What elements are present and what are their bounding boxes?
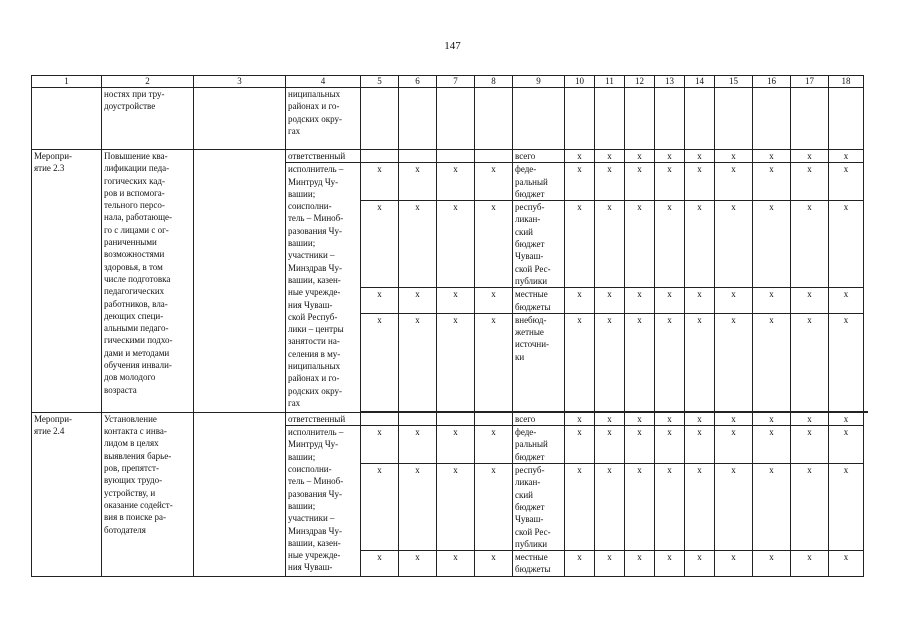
x-mark: x (625, 412, 655, 425)
table-row (32, 412, 868, 425)
x-mark: x (437, 551, 475, 577)
cell-empty (361, 88, 399, 150)
x-mark: x (361, 551, 399, 577)
cell-empty (864, 411, 868, 412)
x-mark: x (595, 426, 625, 464)
table-row (32, 150, 868, 163)
column-number: 11 (595, 76, 625, 88)
column-number: 13 (655, 76, 685, 88)
x-mark: x (829, 412, 864, 425)
x-mark: x (565, 313, 595, 411)
funding-source: местные бюджеты (513, 288, 565, 314)
x-mark: x (715, 288, 753, 314)
x-mark: x (625, 551, 655, 577)
x-mark: x (753, 426, 791, 464)
x-mark: x (715, 201, 753, 288)
cell-empty (513, 88, 565, 150)
x-mark: x (655, 464, 685, 551)
x-mark: x (829, 201, 864, 288)
cell-empty (361, 150, 399, 163)
x-mark: x (625, 288, 655, 314)
x-mark: x (715, 163, 753, 201)
cell-empty (565, 88, 595, 150)
executor-heading: ответственный (286, 412, 361, 425)
measure-code: Меропри- ятие 2.3 (32, 150, 102, 413)
column-number: 17 (791, 76, 829, 88)
x-mark: x (595, 201, 625, 288)
funding-source: респуб- ликан- ский бюджет Чуваш- ской Рес- публики (513, 201, 565, 288)
x-mark: x (685, 412, 715, 425)
cell-empty (32, 88, 102, 150)
x-mark: x (475, 426, 513, 464)
cell-empty (685, 88, 715, 150)
x-mark: x (399, 201, 437, 288)
x-mark: x (655, 201, 685, 288)
x-mark: x (595, 288, 625, 314)
x-mark: x (595, 313, 625, 411)
x-mark: x (829, 150, 864, 163)
x-mark: x (361, 464, 399, 551)
x-mark: x (655, 288, 685, 314)
x-mark: x (625, 201, 655, 288)
x-mark: x (625, 313, 655, 411)
cell-empty (475, 88, 513, 150)
x-mark: x (399, 163, 437, 201)
cell-empty (437, 150, 475, 163)
cell-empty (475, 412, 513, 425)
x-mark: x (715, 551, 753, 577)
column-number: 12 (625, 76, 655, 88)
measure-name-continued: ностях при тру- доустройстве (102, 88, 194, 150)
funding-source: внебюд- жетные источни- ки (513, 313, 565, 411)
column-number: 4 (286, 76, 361, 88)
x-mark: x (655, 412, 685, 425)
x-mark: x (475, 464, 513, 551)
x-mark: x (715, 464, 753, 551)
x-mark: x (437, 426, 475, 464)
x-mark: x (437, 201, 475, 288)
x-mark: x (753, 551, 791, 577)
funding-source: респуб- ликан- ский бюджет Чуваш- ской Рес- публики (513, 464, 565, 551)
x-mark: x (655, 163, 685, 201)
x-mark: x (361, 163, 399, 201)
column-numbers-row (32, 76, 868, 88)
cell-empty (437, 412, 475, 425)
x-mark: x (715, 150, 753, 163)
x-mark: x (791, 551, 829, 577)
column-number: 6 (399, 76, 437, 88)
measure-code: Меропри- ятие 2.4 (32, 412, 102, 576)
executor-heading: ответственный (286, 150, 361, 163)
x-mark: x (437, 313, 475, 411)
column-number: 10 (565, 76, 595, 88)
x-mark: x (829, 551, 864, 577)
column-number: 1 (32, 76, 102, 88)
x-mark: x (595, 163, 625, 201)
x-mark: x (685, 551, 715, 577)
cell-empty (399, 88, 437, 150)
x-mark: x (791, 288, 829, 314)
measure-name: Повышение ква- лификации педа- гогических кад- ров и вспомога- тельного персо- нала, работающе- го с лицами с ог- раниченными возможностями здоровья, в том числе подготовка педагогических работников, вла- деющих специ- альными педаго- гическими подхо- дами и методами обучения инвали- дов молодого возраста (102, 150, 194, 413)
cell-empty (655, 88, 685, 150)
cell-empty (829, 88, 864, 150)
x-mark: x (655, 551, 685, 577)
x-mark: x (361, 426, 399, 464)
x-mark: x (475, 551, 513, 577)
x-mark: x (625, 464, 655, 551)
x-mark: x (791, 313, 829, 411)
x-mark: x (685, 313, 715, 411)
x-mark: x (565, 412, 595, 425)
cell-empty (399, 150, 437, 163)
column-number: 7 (437, 76, 475, 88)
x-mark: x (753, 201, 791, 288)
cell-empty (791, 88, 829, 150)
column-number: 3 (194, 76, 286, 88)
cell-empty (715, 88, 753, 150)
program-table (31, 75, 868, 577)
continuation-row (32, 88, 868, 150)
x-mark: x (595, 150, 625, 163)
x-mark: x (791, 426, 829, 464)
page-number: 147 (444, 40, 461, 52)
x-mark: x (565, 551, 595, 577)
cell-empty (437, 88, 475, 150)
x-mark: x (715, 313, 753, 411)
x-mark: x (685, 163, 715, 201)
x-mark: x (625, 163, 655, 201)
column-number: 14 (685, 76, 715, 88)
x-mark: x (565, 150, 595, 163)
x-mark: x (399, 426, 437, 464)
x-mark: x (625, 150, 655, 163)
cell-empty (194, 412, 286, 576)
x-mark: x (399, 464, 437, 551)
funding-source: всего (513, 412, 565, 425)
x-mark: x (399, 288, 437, 314)
column-number: 15 (715, 76, 753, 88)
x-mark: x (475, 163, 513, 201)
column-number: 16 (753, 76, 791, 88)
x-mark: x (655, 313, 685, 411)
x-mark: x (715, 412, 753, 425)
x-mark: x (791, 150, 829, 163)
x-mark: x (829, 313, 864, 411)
x-mark: x (753, 464, 791, 551)
x-mark: x (565, 426, 595, 464)
x-mark: x (595, 551, 625, 577)
x-mark: x (791, 201, 829, 288)
x-mark: x (475, 313, 513, 411)
x-mark: x (361, 313, 399, 411)
x-mark: x (565, 201, 595, 288)
column-number: 5 (361, 76, 399, 88)
x-mark: x (437, 464, 475, 551)
x-mark: x (753, 150, 791, 163)
measure-name: Установление контакта с инва- лидом в целях выявления барье- ров, препятст- вующих трудо- устройству, и оказание содейст- вия в поиске ра- ботодателя (102, 412, 194, 576)
x-mark: x (361, 201, 399, 288)
x-mark: x (595, 464, 625, 551)
x-mark: x (437, 163, 475, 201)
x-mark: x (655, 150, 685, 163)
x-mark: x (829, 426, 864, 464)
column-number: 9 (513, 76, 565, 88)
funding-source: всего (513, 150, 565, 163)
cell-empty (475, 150, 513, 163)
x-mark: x (753, 163, 791, 201)
column-number: 18 (829, 76, 864, 88)
cell-empty (399, 412, 437, 425)
x-mark: x (565, 163, 595, 201)
x-mark: x (753, 288, 791, 314)
x-mark: x (437, 288, 475, 314)
x-mark: x (361, 288, 399, 314)
cell-empty (753, 88, 791, 150)
executor: исполнитель – Минтруд Чу- вашии; соисполни- тель – Миноб- разования Чу- вашии; участники – Минздрав Чу- вашии, казен- ные учрежде- ния Чуваш- (286, 426, 361, 577)
cell-empty (625, 88, 655, 150)
column-number: 8 (475, 76, 513, 88)
cell-empty (194, 88, 286, 150)
x-mark: x (595, 412, 625, 425)
x-mark: x (753, 313, 791, 411)
x-mark: x (685, 201, 715, 288)
x-mark: x (829, 288, 864, 314)
x-mark: x (685, 150, 715, 163)
cell-empty (194, 150, 286, 413)
x-mark: x (565, 288, 595, 314)
cell-empty (361, 412, 399, 425)
x-mark: x (399, 551, 437, 577)
x-mark: x (791, 464, 829, 551)
funding-source: феде- ральный бюджет (513, 426, 565, 464)
x-mark: x (565, 464, 595, 551)
executor: исполнитель – Минтруд Чу- вашии; соисполни- тель – Миноб- разования Чу- вашии; участники – Минздрав Чу- вашии, казен- ные учрежде- ния Чуваш- ской Респуб- лики – центры занятости на- селения в му- ниципальных районах и го- родских окру- гах (286, 163, 361, 413)
x-mark: x (829, 163, 864, 201)
x-mark: x (655, 426, 685, 464)
x-mark: x (685, 464, 715, 551)
x-mark: x (399, 313, 437, 411)
x-mark: x (625, 426, 655, 464)
funding-source: феде- ральный бюджет (513, 163, 565, 201)
x-mark: x (791, 412, 829, 425)
x-mark: x (753, 412, 791, 425)
x-mark: x (685, 426, 715, 464)
x-mark: x (475, 201, 513, 288)
column-number: 2 (102, 76, 194, 88)
x-mark: x (475, 288, 513, 314)
executor-continued: ниципальных районах и го- родских окру- гах (286, 88, 361, 150)
funding-source: местные бюджеты (513, 551, 565, 577)
x-mark: x (791, 163, 829, 201)
x-mark: x (715, 426, 753, 464)
cell-empty (595, 88, 625, 150)
x-mark: x (829, 464, 864, 551)
x-mark: x (685, 288, 715, 314)
